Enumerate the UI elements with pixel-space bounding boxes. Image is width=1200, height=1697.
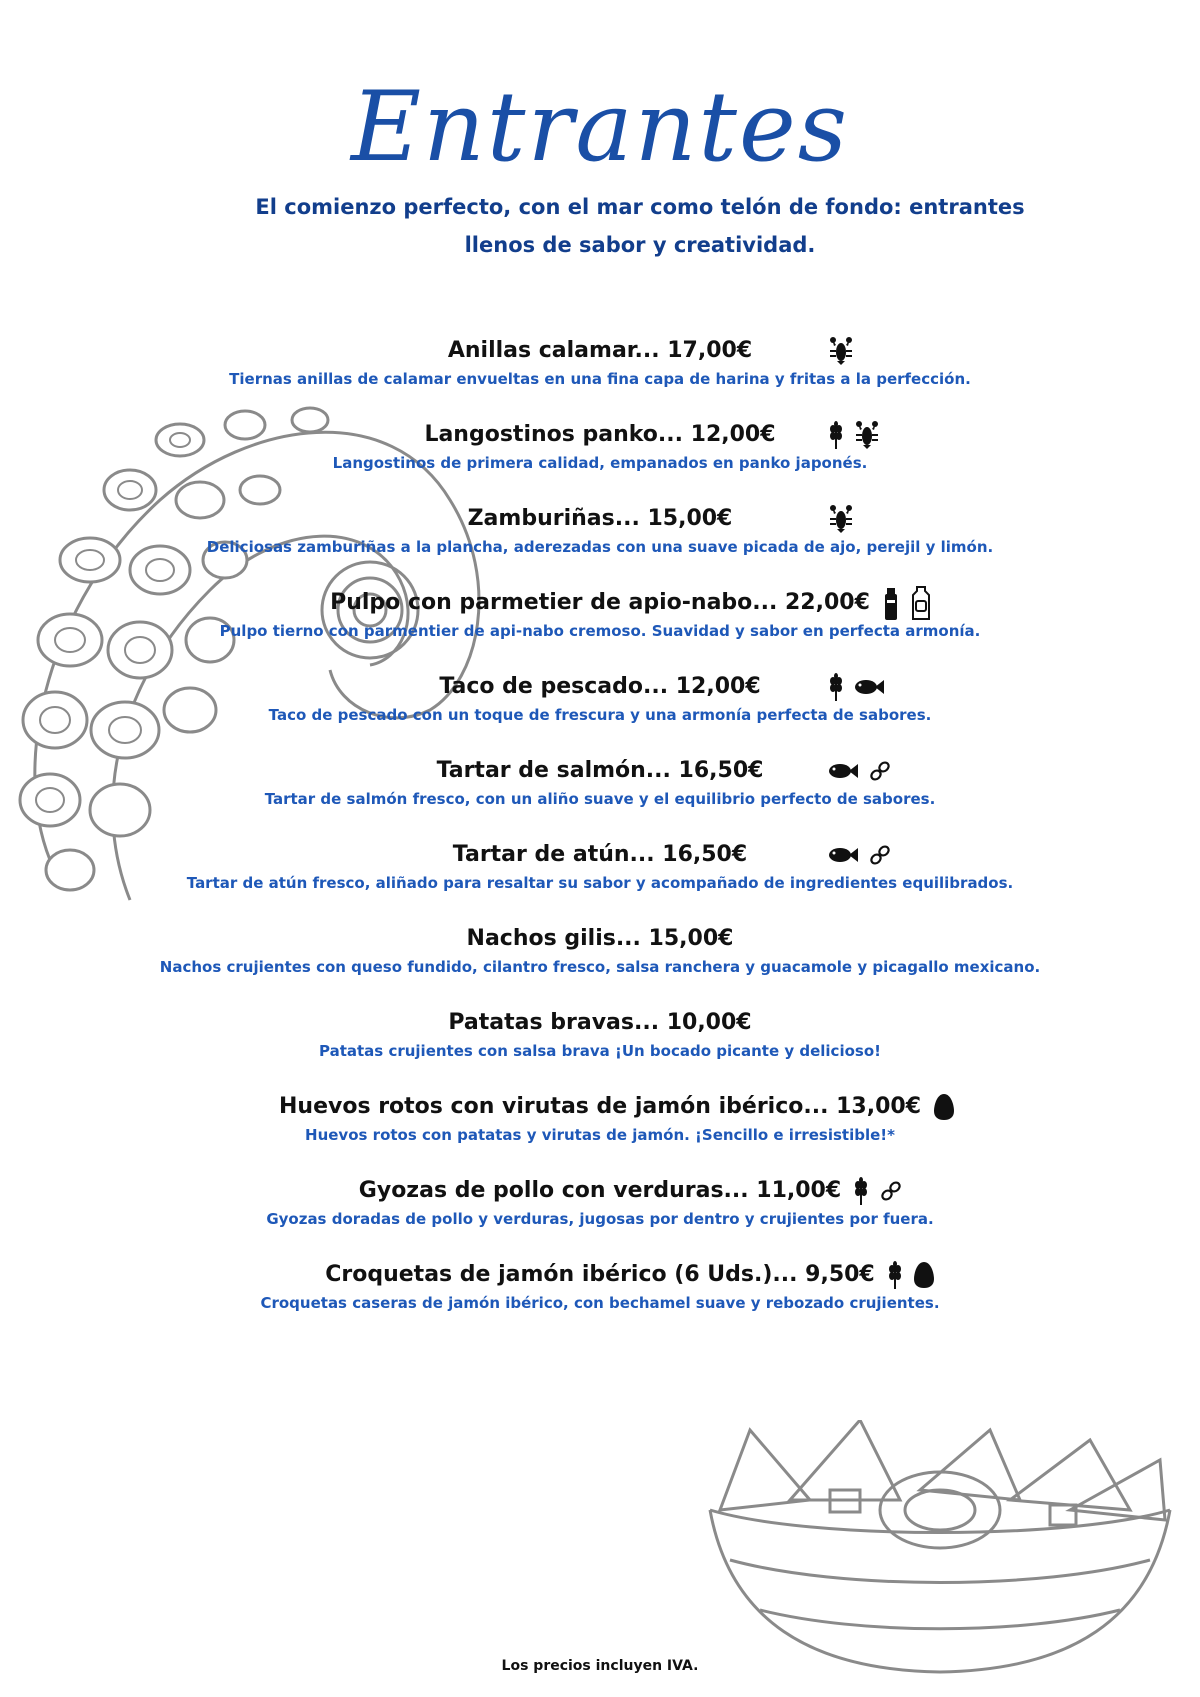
menu-item-description: Tiernas anillas de calamar envueltas en una fina capa de harina y fritas a la perfección. (229, 370, 971, 388)
menu-item (0, 504, 1200, 558)
menu-item-name: Anillas calamar... 17,00€ (447, 338, 753, 363)
menu-item-description: Patatas crujientes con salsa brava ¡Un bocado picante y delicioso! (319, 1042, 881, 1060)
menu-item-name: Croquetas de jamón ibérico (6 Uds.)... 9,50€ (325, 1262, 875, 1287)
crustacean-icon (854, 421, 880, 449)
menu-item (0, 672, 1200, 726)
fish-icon (828, 762, 858, 780)
menu-item-name: Tartar de salmón... 16,50€ (436, 758, 764, 783)
footer-note: Los precios incluyen IVA. (501, 1658, 699, 1674)
nachos-basket-illustration (690, 1420, 1190, 1680)
menu-item-description: Nachos crujientes con queso fundido, cilantro fresco, salsa ranchera y guacamole y picagallo mexicano. (159, 958, 1041, 976)
menu-item-description: Pulpo tierno con parmentier de api-nabo cremoso. Suavidad y sabor en perfecta armonía. (219, 622, 981, 640)
egg-icon (913, 1261, 935, 1289)
allergen-icons (882, 588, 932, 618)
allergen-icons (933, 1092, 955, 1122)
page-title: Entrantes (350, 71, 850, 183)
page-subtitle (230, 188, 1050, 264)
gluten-icon (887, 1261, 903, 1289)
allergen-icons (828, 504, 854, 534)
allergen-icons (828, 840, 892, 870)
menu-item-name: Gyozas de pollo con verduras... 11,00€ (358, 1178, 842, 1203)
menu-item-description: Croquetas caseras de jamón ibérico, con bechamel suave y rebozado crujientes. (260, 1294, 940, 1312)
menu-item (0, 336, 1200, 390)
allergen-icons (828, 672, 884, 702)
crustacean-icon (828, 337, 854, 365)
menu-item-name: Langostinos panko... 12,00€ (424, 422, 776, 447)
menu-item-name: Zamburiñas... 15,00€ (467, 506, 733, 531)
fish-icon (828, 846, 858, 864)
soy-icon (879, 1179, 903, 1203)
allergen-icons (828, 756, 892, 786)
soy-icon (868, 759, 892, 783)
menu-item-name: Tartar de atún... 16,50€ (452, 842, 748, 867)
menu-item-description: Deliciosas zamburiñas a la plancha, aderezadas con una suave picada de ajo, perejil y limón. (206, 538, 994, 556)
menu-item-name: Huevos rotos con virutas de jamón ibérico... 13,00€ (279, 1094, 921, 1119)
gluten-icon (828, 673, 844, 701)
menu-item (0, 924, 1200, 978)
subtitle-line-1: El comienzo perfecto, con el mar como telón de fondo: entrantes (255, 195, 1025, 219)
egg-icon (933, 1093, 955, 1121)
menu-item-name: Pulpo con parmetier de apio-nabo... 22,00€ (330, 590, 870, 615)
menu-item-description: Tartar de atún fresco, aliñado para resaltar su sabor y acompañado de ingredientes equilibrados. (186, 874, 1014, 892)
allergen-icons (828, 336, 854, 366)
allergen-icons (853, 1176, 903, 1206)
celery-icon (882, 586, 900, 620)
menu-item-name: Taco de pescado... 12,00€ (439, 674, 761, 699)
menu-item (0, 756, 1200, 810)
subtitle-line-2: llenos de sabor y creatividad. (464, 233, 816, 257)
menu-item-description: Huevos rotos con patatas y virutas de jamón. ¡Sencillo e irresistible!* (305, 1126, 895, 1144)
soy-icon (868, 843, 892, 867)
menu-item (0, 840, 1200, 894)
fish-icon (854, 678, 884, 696)
milk-icon (910, 585, 932, 621)
menu-item (0, 1092, 1200, 1146)
menu-item (0, 420, 1200, 474)
crustacean-icon (828, 505, 854, 533)
allergen-icons (828, 420, 880, 450)
gluten-icon (828, 421, 844, 449)
menu-item-description: Tartar de salmón fresco, con un aliño suave y el equilibrio perfecto de sabores. (264, 790, 936, 808)
menu-item-description: Langostinos de primera calidad, empanados en panko japonés. (332, 454, 868, 472)
allergen-icons (887, 1260, 935, 1290)
menu-item (0, 1260, 1200, 1314)
menu-item-name: Nachos gilis... 15,00€ (466, 926, 734, 951)
menu-item (0, 588, 1200, 642)
gluten-icon (853, 1177, 869, 1205)
menu-item-name: Patatas bravas... 10,00€ (448, 1010, 752, 1035)
menu-item-description: Taco de pescado con un toque de frescura y una armonía perfecta de sabores. (268, 706, 932, 724)
menu-item (0, 1176, 1200, 1230)
menu-item-description: Gyozas doradas de pollo y verduras, jugosas por dentro y crujientes por fuera. (266, 1210, 934, 1228)
menu-item (0, 1008, 1200, 1062)
